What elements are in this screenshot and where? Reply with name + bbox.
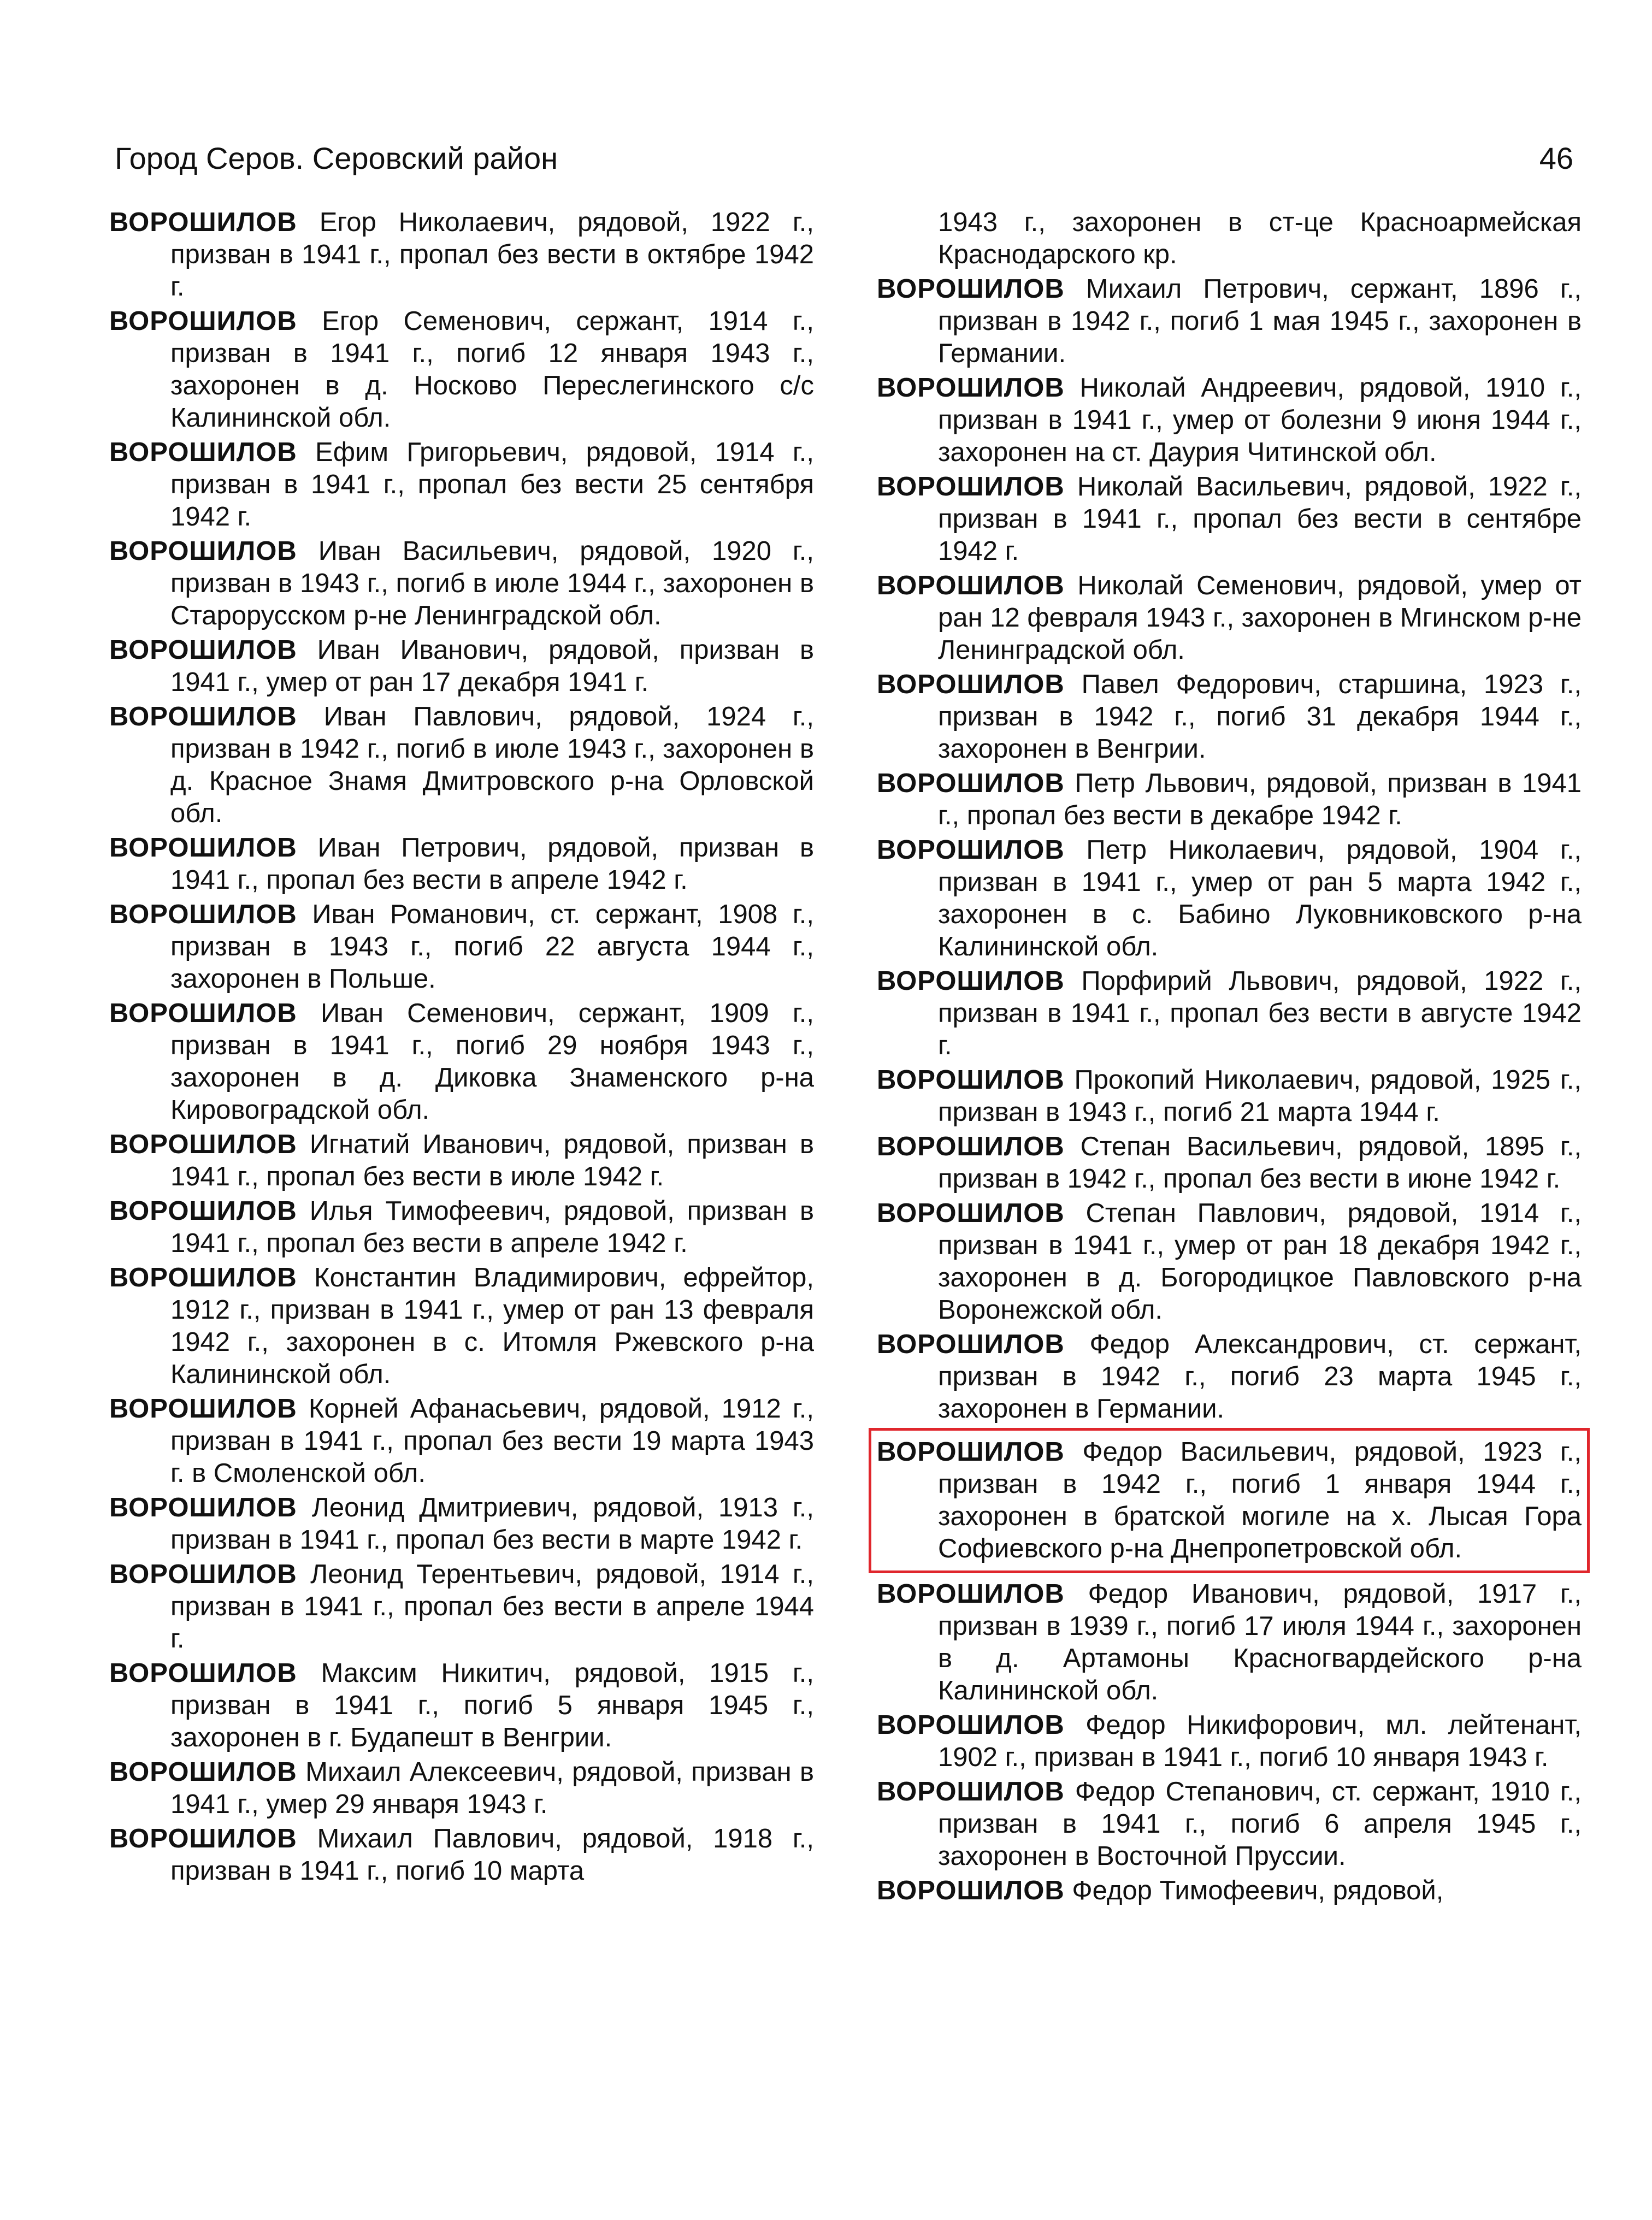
memorial-entry <box>109 1823 814 1887</box>
entry-surname: ВОРОШИЛОВ <box>877 1065 1065 1095</box>
entry-text: Прокопий Николаевич, рядовой, 1925 г., призван в 1943 г., погиб 21 марта 1944 г. <box>938 1065 1582 1127</box>
entry-text: Николай Васильевич, рядовой, 1922 г., призван в 1941 г., пропал без вести в сентябре 1942 г. <box>938 472 1582 566</box>
entry-surname: ВОРОШИЛОВ <box>109 635 297 665</box>
memorial-entry <box>109 1129 814 1193</box>
entry-text: Николай Семенович, рядовой, умер от ран 12 февраля 1943 г., захоронен в Мгинском р-не Ленинградской обл. <box>938 571 1582 665</box>
entry-surname: ВОРОШИЛОВ <box>877 1437 1065 1467</box>
entry-text: Иван Петрович, рядовой, призван в 1941 г., пропал без вести в апреле 1942 г. <box>170 833 814 895</box>
entry-surname: ВОРОШИЛОВ <box>877 1777 1065 1806</box>
memorial-entry <box>109 1492 814 1556</box>
entry-surname: ВОРОШИЛОВ <box>877 835 1065 865</box>
entry-surname: ВОРОШИЛОВ <box>109 438 297 467</box>
memorial-entry <box>109 899 814 995</box>
entry-surname: ВОРОШИЛОВ <box>877 373 1065 403</box>
entry-text: Федор Александрович, ст. сержант, призван в 1942 г., погиб 23 марта 1945 г., захоронен в Германии. <box>938 1330 1582 1424</box>
entry-surname: ВОРОШИЛОВ <box>109 833 297 863</box>
entry-surname: ВОРОШИЛОВ <box>877 1132 1065 1161</box>
entry-text: Павел Федорович, старшина, 1923 г., призван в 1942 г., погиб 31 декабря 1944 г., захоронен в Венгрии. <box>938 670 1582 764</box>
memorial-entry <box>877 1776 1582 1873</box>
memorial-entry <box>109 436 814 533</box>
entry-surname: ВОРОШИЛОВ <box>877 966 1065 996</box>
entry-text: Егор Николаевич, рядовой, 1922 г., призван в 1941 г., пропал без вести в октябре 1942 г. <box>170 208 814 302</box>
entry-text: Михаил Алексеевич, рядовой, призван в 1941 г., умер 29 января 1943 г. <box>170 1757 814 1819</box>
entry-surname: ВОРОШИЛОВ <box>109 999 297 1028</box>
entry-surname: ВОРОШИЛОВ <box>877 1579 1065 1609</box>
entry-text: Ефим Григорьевич, рядовой, 1914 г., призван в 1941 г., пропал без вести 25 сентября 1942 г. <box>170 438 814 532</box>
entry-surname: ВОРОШИЛОВ <box>109 1560 297 1589</box>
entry-text: Федор Степанович, ст. сержант, 1910 г., призван в 1941 г., погиб 6 апреля 1945 г., захоронен в Восточной Пруссии. <box>938 1777 1582 1871</box>
memorial-entry <box>877 1131 1582 1195</box>
memorial-entry <box>877 471 1582 568</box>
memorial-entry <box>109 1657 814 1754</box>
memorial-entry <box>877 1064 1582 1129</box>
entry-surname: ВОРОШИЛОВ <box>109 1394 297 1424</box>
entry-text: Федор Иванович, рядовой, 1917 г., призван в 1939 г., погиб 17 июля 1944 г., захоронен в д. Артамоны Красногвардейского р-на Калининской обл. <box>938 1579 1582 1705</box>
memorial-entry <box>109 305 814 434</box>
entry-surname: ВОРОШИЛОВ <box>109 1196 297 1226</box>
entry-surname: ВОРОШИЛОВ <box>877 670 1065 699</box>
entry-surname: ВОРОШИЛОВ <box>109 1658 297 1688</box>
memorial-entry <box>109 535 814 632</box>
entry-text: Степан Васильевич, рядовой, 1895 г., призван в 1942 г., пропал без вести в июне 1942 г. <box>938 1132 1582 1194</box>
entry-text: Иван Семенович, сержант, 1909 г., призван в 1941 г., погиб 29 ноября 1943 г., захоронен в д. Диковка Знаменского р-на Кировоградской обл. <box>170 999 814 1125</box>
entry-surname: ВОРОШИЛОВ <box>109 702 297 731</box>
continued-entry-text: 1943 г., захоронен в ст-це Красноармейская Краснодарского кр. <box>938 208 1582 269</box>
right-column <box>877 206 1582 1909</box>
memorial-entry <box>877 1578 1582 1707</box>
entry-surname: ВОРОШИЛОВ <box>109 208 297 237</box>
entry-text: Иван Павлович, рядовой, 1924 г., призван в 1942 г., погиб в июле 1943 г., захоронен в д. Красное Знамя Дмитровского р-на Орловской обл. <box>170 702 814 828</box>
entry-text: Иван Иванович, рядовой, призван в 1941 г., умер от ран 17 декабря 1941 г. <box>170 635 815 697</box>
memorial-entry <box>109 1393 814 1490</box>
memorial-entry <box>877 1709 1582 1774</box>
memorial-entry <box>109 1195 814 1260</box>
memorial-entry <box>877 1197 1582 1326</box>
entry-surname: ВОРОШИЛОВ <box>109 1757 297 1787</box>
entry-surname: ВОРОШИЛОВ <box>109 306 297 336</box>
entry-surname: ВОРОШИЛОВ <box>877 769 1065 798</box>
left-column <box>109 206 814 1890</box>
memorial-entry <box>877 1329 1582 1425</box>
highlighted-entry <box>877 1436 1582 1565</box>
memorial-entry <box>877 834 1582 963</box>
entry-text: Игнатий Иванович, рядовой, призван в 1941 г., пропал без вести в июле 1942 г. <box>170 1130 814 1191</box>
entry-surname: ВОРОШИЛОВ <box>877 1330 1065 1359</box>
entry-text: Леонид Терентьевич, рядовой, 1914 г., призван в 1941 г., пропал без вести в апреле 1944 г. <box>170 1560 814 1654</box>
entry-surname: ВОРОШИЛОВ <box>877 1198 1065 1228</box>
entry-surname: ВОРОШИЛОВ <box>877 571 1065 600</box>
entry-surname: ВОРОШИЛОВ <box>109 1130 297 1159</box>
memorial-entry <box>877 965 1582 1062</box>
entry-text: Федор Тимофеевич, рядовой, <box>1072 1876 1444 1905</box>
memorial-entry <box>877 1875 1582 1907</box>
entry-text: Иван Романович, ст. сержант, 1908 г., призван в 1943 г., погиб 22 августа 1944 г., захоронен в Польше. <box>170 900 814 994</box>
running-title: Город Серов. Серовский район <box>115 141 558 175</box>
memorial-entry <box>877 273 1582 370</box>
entry-text: Петр Львович, рядовой, призван в 1941 г., пропал без вести в декабре 1942 г. <box>938 769 1582 830</box>
entry-text: Константин Владимирович, ефрейтор, 1912 г., призван в 1941 г., умер от ран 13 февраля 1942 г., захоронен в с. Итомля Ржевского р-на Калининской обл. <box>170 1263 814 1389</box>
memorial-entry <box>877 372 1582 469</box>
entry-text: Егор Семенович, сержант, 1914 г., призван в 1941 г., погиб 12 января 1943 г., захоронен в д. Носково Переслегинского с/с Калининской обл. <box>170 306 814 433</box>
entry-text: Максим Никитич, рядовой, 1915 г., призван в 1941 г., погиб 5 января 1945 г., захоронен в г. Будапешт в Венгрии. <box>170 1658 815 1752</box>
entry-text: Федор Васильевич, рядовой, 1923 г., призван в 1942 г., погиб 1 января 1944 г., захоронен в братской могиле на х. Лысая Гора Софиевского р-на Днепропетровской обл. <box>938 1437 1582 1563</box>
memorial-entry <box>109 1558 814 1655</box>
memorial-entry <box>109 997 814 1126</box>
memorial-entry <box>877 767 1582 832</box>
entry-text: Петр Николаевич, рядовой, 1904 г., призван в 1941 г., умер от ран 5 марта 1942 г., захоронен в с. Бабино Луковниковского р-на Калининской обл. <box>938 835 1582 961</box>
entry-surname: ВОРОШИЛОВ <box>877 472 1065 501</box>
page-number: 46 <box>1539 141 1573 175</box>
entry-surname: ВОРОШИЛОВ <box>109 536 297 566</box>
memorial-entry <box>877 570 1582 666</box>
memorial-entry <box>109 701 814 830</box>
entry-surname: ВОРОШИЛОВ <box>877 1876 1065 1905</box>
entry-surname: ВОРОШИЛОВ <box>877 1710 1065 1740</box>
entry-text: Михаил Петрович, сержант, 1896 г., призван в 1942 г., погиб 1 мая 1945 г., захоронен в Германии. <box>938 274 1582 368</box>
entry-text: Иван Васильевич, рядовой, 1920 г., призван в 1943 г., погиб в июле 1944 г., захоронен в Старорусском р-не Ленинградской обл. <box>170 536 814 630</box>
entry-text: Федор Никифорович, мл. лейтенант, 1902 г., призван в 1941 г., погиб 10 января 1943 г. <box>938 1710 1582 1772</box>
entry-text: Леонид Дмитриевич, рядовой, 1913 г., призван в 1941 г., пропал без вести в марте 1942 г. <box>170 1493 814 1555</box>
entry-surname: ВОРОШИЛОВ <box>877 274 1065 304</box>
memorial-entry <box>109 634 814 699</box>
memorial-entry <box>109 1756 814 1821</box>
entry-text: Порфирий Львович, рядовой, 1922 г., призван в 1941 г., пропал без вести в августе 1942 г. <box>938 966 1582 1060</box>
entry-text: Степан Павлович, рядовой, 1914 г., призван в 1941 г., умер от ран 18 декабря 1942 г., захоронен в д. Богородицкое Павловского р-на Воронежской обл. <box>938 1198 1582 1325</box>
entry-surname: ВОРОШИЛОВ <box>109 1263 297 1292</box>
entry-text: Корней Афанасьевич, рядовой, 1912 г., призван в 1941 г., пропал без вести 19 марта 1943 г. в Смоленской обл. <box>170 1394 814 1488</box>
entry-text: Илья Тимофеевич, рядовой, призван в 1941 г., пропал без вести в апреле 1942 г. <box>170 1196 814 1258</box>
memorial-entry <box>877 669 1582 765</box>
entry-surname: ВОРОШИЛОВ <box>109 900 297 929</box>
entry-text: Михаил Павлович, рядовой, 1918 г., призван в 1941 г., погиб 10 марта <box>170 1824 814 1886</box>
page-header <box>109 128 1573 188</box>
memorial-entry <box>109 206 814 303</box>
memorial-entry <box>109 1262 814 1391</box>
entry-text: Николай Андреевич, рядовой, 1910 г., призван в 1941 г., умер от болезни 9 июня 1944 г., захоронен на ст. Даурия Читинской обл. <box>938 373 1582 467</box>
memorial-entry <box>109 832 814 896</box>
entry-surname: ВОРОШИЛОВ <box>109 1493 297 1522</box>
entry-surname: ВОРОШИЛОВ <box>109 1824 297 1853</box>
